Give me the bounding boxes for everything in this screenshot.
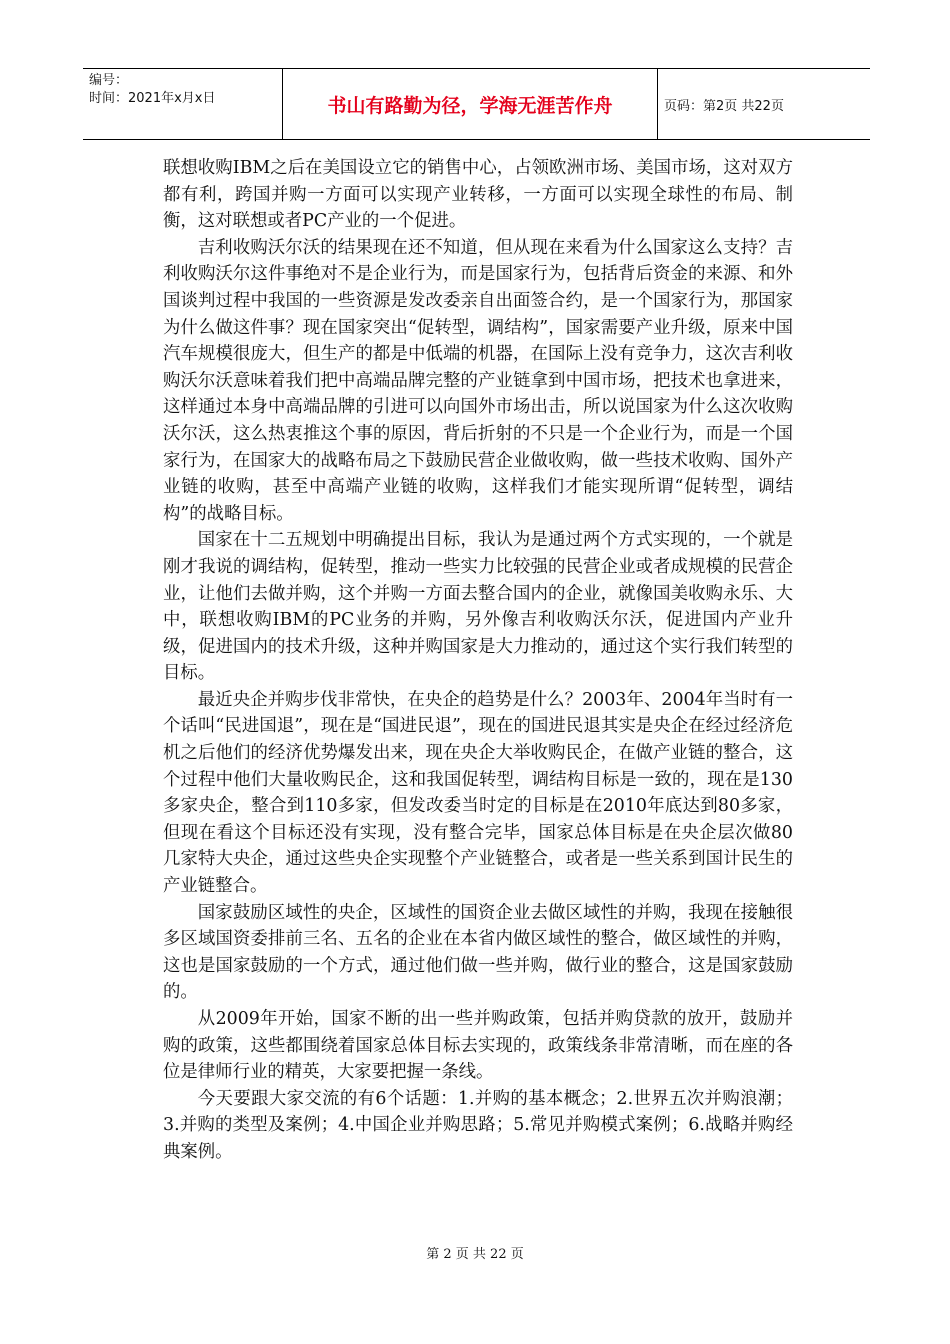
header-page-info: 页码：第2页 共22页 [664,98,784,114]
paragraph: 从2009年开始，国家不断的出一些并购政策，包括并购贷款的放开，鼓励并购的政策，这些都围绕着国家总体目标去实现的，政策线条非常清晰，而在座的各位是律师行业的精英，大家要把握一条线。 [163,1009,793,1083]
page-footer: 第 2 页 共 22 页 [426,1247,524,1262]
paragraph: 国家在十二五规划中明确提出目标，我认为是通过两个方式实现的，一个就是刚才我说的调结构，促转型，推动一些实力比较强的民营企业或者成规模的民营企业，让他们去做并购，这个并购一方面去整合国内的企业，就像国美收购永乐、大中，联想收购IBM的PC业务的并购，另外像吉利收购沃尔沃，促进国内产业升级，促进国内的技术升级，这种并购国家是大力推动的，通过这个实行我们转型的目标。 [163,530,793,684]
header-motto: 书山有路勤为径，学海无涯苦作舟 [283,69,658,139]
paragraph: 今天要跟大家交流的有6个话题：1.并购的基本概念；2.世界五次并购浪潮；3.并购的类型及案例；4.中国企业并购思路；5.常见并购模式案例；6.战略并购经典案例。 [163,1088,793,1162]
document-body [163,155,793,1166]
page-header [83,68,870,140]
paragraph: 吉利收购沃尔沃的结果现在还不知道，但从现在来看为什么国家这么支持？吉利收购沃尔这件事绝对不是企业行为，而是国家行为，包括背后资金的来源、和外国谈判过程中我国的一些资源是发改委亲自出面签合约，是一个国家行为，那国家为什么做这件事？现在国家突出“促转型，调结构”，国家需要产业升级，原来中国汽车规模很庞大，但生产的都是中低端的机器，在国际上没有竞争力，这次吉利收购沃尔沃意味着我们把中高端品牌完整的产业链拿到中国市场，把技术也拿进来，这样通过本身中高端品牌的引进可以向国外市场出击，所以说国家为什么这次收购沃尔沃，这么热衷推这个事的原因，背后折射的不只是一个企业行为，而是一个国家行为，在国家大的战略布局之下鼓励民营企业做收购，做一些技术收购、国外产业链的收购，甚至中高端产业链的收购，这样我们才能实现所谓“促转型，调结构”的战略目标。 [163,237,793,524]
paragraph: 国家鼓励区域性的央企，区域性的国资企业去做区域性的并购，我现在接触很多区域国资委排前三名、五名的企业在本省内做区域性的整合，做区域性的并购，这也是国家鼓励的一个方式，通过他们做一些并购，做行业的整合，这是国家鼓励的。 [163,902,793,1003]
document-time-label: 时间：2021年x月x日 [89,91,216,106]
paragraph: 最近央企并购步伐非常快，在央企的趋势是什么？2003年、2004年当时有一个话叫“民进国退”，现在是“国进民退”，现在的国进民退其实是央企在经过经济危机之后他们的经济优势爆发出来，现在央企大举收购民企，在做产业链的整合，这个过程中他们大量收购民企，这和我国促转型，调结构目标是一致的，现在是130多家央企，整合到110多家，但发改委当时定的目标是在2010年底达到80多家，但现在看这个目标还没有实现，没有整合完毕，国家总体目标是在央企层次做80几家特大央企，通过这些央企实现整个产业链整合，或者是一些关系到国计民生的产业链整合。 [163,689,793,897]
document-id-label: 编号： [89,73,129,88]
paragraph: 联想收购IBM之后在美国设立它的销售中心，占领欧洲市场、美国市场，这对双方都有利，跨国并购一方面可以实现产业转移，一方面可以实现全球性的布局、制衡，这对联想或者PC产业的一个促进。 [163,158,793,232]
header-meta [83,69,283,139]
